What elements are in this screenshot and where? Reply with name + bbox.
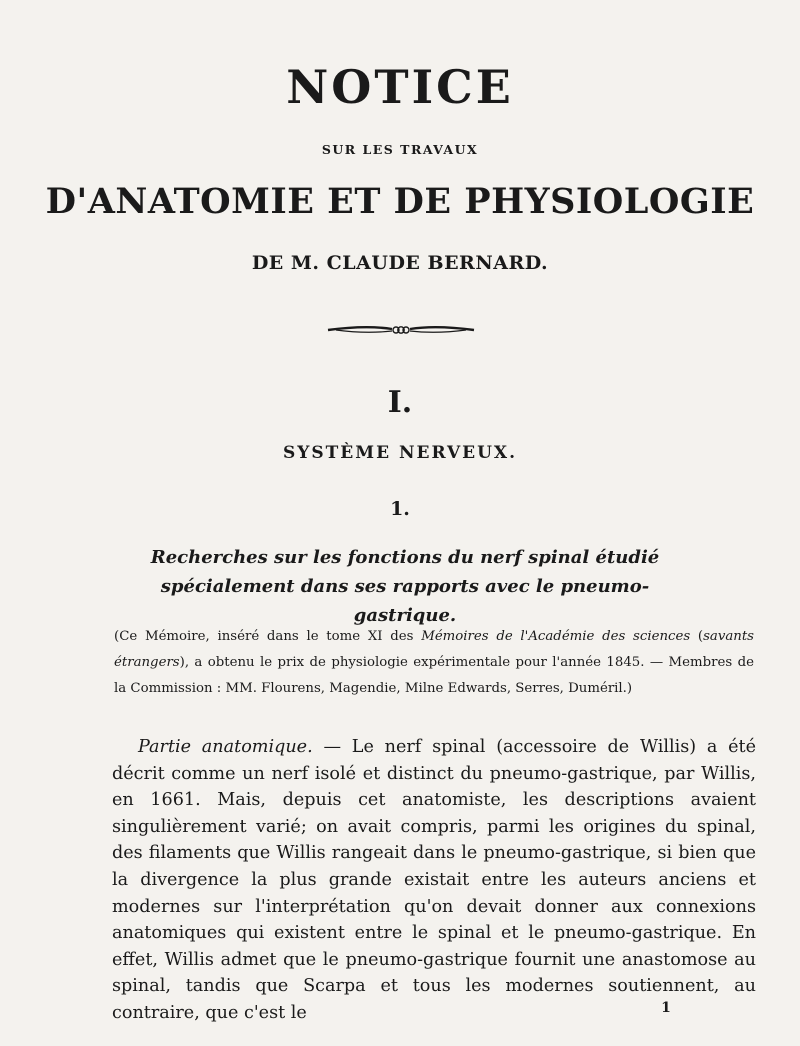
main-title: D'ANATOMIE ET DE PHYSIOLOGIE	[45, 181, 755, 222]
ornament-divider-icon	[326, 320, 476, 340]
chapter-title: Recherches sur les fonctions du nerf spinal étudié spécialement dans ses rapports avec le pneumo-gastrique.	[150, 547, 660, 626]
paragraph-text: — Le nerf spinal (accessoire de Willis) a été décrit comme un nerf isolé et distinct du pneumo-gastrique, par Willis, en 1661. Mais, depuis cet anatomiste, les descriptions avaient singulièrement varié; on avait compris, parmi les origines du spinal, des filaments que Willis rangeait dans le pneumo-gastrique, si bien que la divergence la plus grande existait entre les auteurs anciens et modernes sur l'interprétation qu'on devait donner aux connexions anatomiques qui existent entre le spinal et le pneumo-gastrique. En effet, Willis admet que le pneumo-gastrique fournit une anastomose au spinal, tandis que Scarpa et tous les modernes soutiennent, au contraire, que c'est le	[112, 737, 757, 1023]
page-title: NOTICE	[286, 60, 514, 114]
memoir-note	[114, 624, 754, 702]
note-text-1: (Ce Mémoire, inséré dans le tome XI des	[114, 629, 422, 644]
section-title: SYSTÈME NERVEUX.	[282, 443, 518, 463]
subtitle: SUR LES TRAVAUX	[321, 142, 479, 157]
note-text-2: (	[690, 629, 704, 644]
paragraph-lead: Partie anatomique.	[138, 737, 313, 757]
part-number: I.	[387, 385, 413, 420]
note-text-3: ), a obtenu le prix de physiologie expérimentale pour l'année 1845. — Membres de la Commission : MM. Flourens, Magendie, Milne Edwards, Serres, Duméril.)	[114, 655, 754, 696]
note-savants: savants étrangers	[114, 629, 754, 670]
page-number: 1	[661, 1000, 671, 1016]
author-line: DE M. CLAUDE BERNARD.	[251, 252, 549, 274]
chapter-number: 1.	[390, 498, 410, 520]
body-paragraph	[112, 734, 756, 1027]
note-journal: Mémoires de l'Académie des sciences	[421, 629, 691, 644]
